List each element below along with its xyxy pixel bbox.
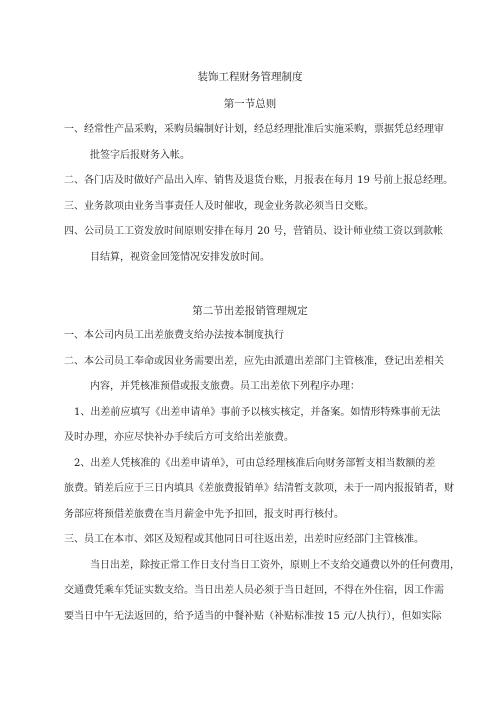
section2-line: 一、本公司内员工出差旅费支给办法按本制度执行 — [64, 330, 284, 341]
section2-line: 及时办理，亦应尽快补办手续后方可支给出差旅费。 — [64, 432, 294, 443]
section1-line: 批签字后报财务入帐。 — [90, 150, 190, 161]
section2-line: 当日出差，除按正常工作日支付当日工资外，原则上不支给交通费以外的任何费用， — [90, 560, 460, 571]
section1-line: 二、各门店及时做好产品出入库、销售及退货台账，月报表在每月 19 号前上报总经理。 — [64, 175, 454, 186]
section2-line: 旅费。销差后应于三日内填具《差旅费报销单》结清暂支款项，未于一周内报报销者，财 — [64, 483, 454, 494]
section2-line: 要当日中午无法返回的，给予适当的中餐补贴（补贴标准按 15 元/人执行），但如实际 — [64, 611, 442, 622]
section1-line: 目结算，视资金回笼情况安排发放时间。 — [90, 252, 270, 263]
section2-line: 三、员工在本市、郊区及短程或其他同日可往返出差，出差时应经部门主管核准。 — [64, 534, 424, 545]
section-title-travel: 第二节出差报销管理规定 — [192, 305, 308, 317]
section2-line: 务部应将预借差旅费在当月薪金中先予扣回，报支时再行核付。 — [64, 509, 344, 520]
section2-line: 2、出差人凭核准的《出差申请单》，可由总经理核准后向财务部暂支相当数额的差 — [74, 458, 436, 469]
section2-line: 交通费凭乘车凭证实数支给。当日出差人员必须于当日赶回，不得在外住宿，因工作需 — [64, 585, 444, 596]
section1-line: 四、公司员工工资发放时间原则安排在每月 20 号，营销员、设计师业绩工资以到款帐 — [64, 226, 444, 237]
section2-line: 二、本公司员工奉命或因业务需要出差，应先由派遣出差部门主管核准，登记出差相关 — [64, 356, 444, 367]
document-title: 装饰工程财务管理制度 — [197, 71, 303, 83]
section-title-general: 第一节总则 — [223, 98, 277, 110]
section1-line: 一、经常性产品采购，采购员编制好计划，经总经理批准后实施采购，票据凭总经理审 — [64, 124, 444, 135]
section1-line: 三、业务款项由业务当事责任人及时催收，现金业务款必须当日交账。 — [64, 201, 374, 212]
section2-line: 1、出差前应填写《出差申请单》事前予以核实核定，并备案。如情形特殊事前无法 — [74, 407, 441, 418]
section2-line: 内容，并凭核准预借或报支旅费。员工出差依下列程序办理： — [90, 381, 360, 392]
